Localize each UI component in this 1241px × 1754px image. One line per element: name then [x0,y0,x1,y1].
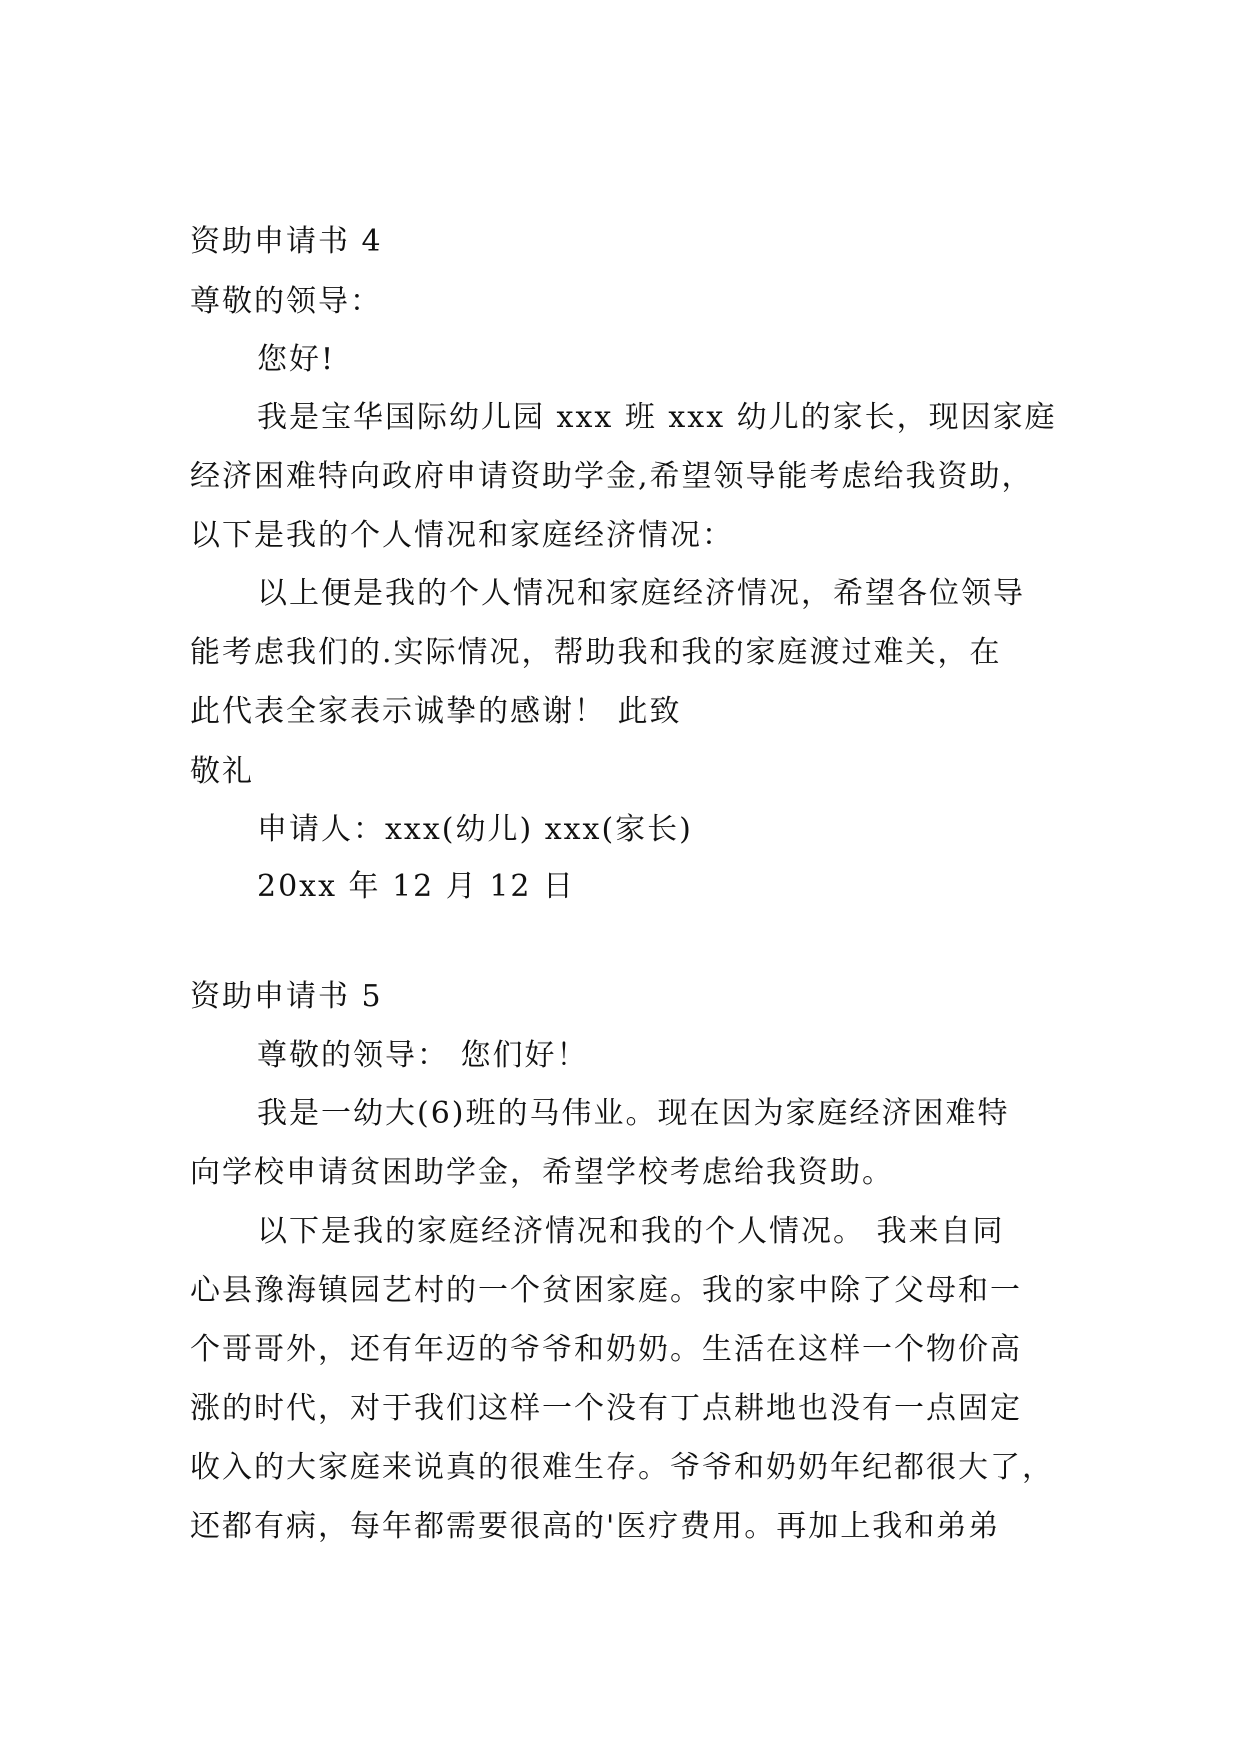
letter5-title: 资助申请书 5 [190,979,383,1014]
letter5-paragraph-line: 以下是我的家庭经济情况和我的个人情况。 我来自同 [257,1214,1005,1249]
letter5-paragraph-line: 还都有病，每年都需要很高的'医疗费用。再加上我和弟弟 [190,1509,1001,1544]
letter5-paragraph-line: 心县豫海镇园艺村的一个贫困家庭。我的家中除了父母和一 [190,1273,1022,1308]
letter4-paragraph-line: 以上便是我的个人情况和家庭经济情况，希望各位领导 [257,576,1025,611]
letter4-applicant: 申请人：xxx(幼儿) xxx(家长) [257,812,693,847]
letter4-date: 20xx 年 12 月 12 日 [257,869,576,904]
letter4-paragraph-line: 我是宝华国际幼儿园 xxx 班 xxx 幼儿的家长，现因家庭 [257,400,1057,435]
letter4-paragraph-line: 经济困难特向政府申请资助学金,希望领导能考虑给我资助， [190,459,1034,494]
letter4-greeting: 您好! [257,342,336,377]
letter4-salutation: 尊敬的领导： [190,284,382,319]
letter5-paragraph-line: 收入的大家庭来说真的很难生存。爷爷和奶奶年纪都很大了， [190,1450,1054,1485]
letter5-salutation: 尊敬的领导： 您们好！ [257,1038,589,1073]
letter4-closing: 敬礼 [190,754,254,789]
letter5-paragraph-line: 我是一幼大(6)班的马伟业。现在因为家庭经济困难特 [257,1096,1010,1131]
letter4-paragraph-line: 能考虑我们的.实际情况，帮助我和我的家庭渡过难关，在 [190,635,1002,670]
letter5-paragraph-line: 个哥哥外，还有年迈的爷爷和奶奶。生活在这样一个物价高 [190,1332,1022,1367]
letter4-title: 资助申请书 4 [190,224,383,259]
letter4-paragraph-line: 以下是我的个人情况和家庭经济情况： [190,518,734,553]
letter5-paragraph-line: 向学校申请贫困助学金，希望学校考虑给我资助。 [190,1155,894,1190]
letter5-paragraph-line: 涨的时代，对于我们这样一个没有丁点耕地也没有一点固定 [190,1391,1022,1426]
letter4-paragraph-line: 此代表全家表示诚挚的感谢！ 此致 [190,694,682,729]
